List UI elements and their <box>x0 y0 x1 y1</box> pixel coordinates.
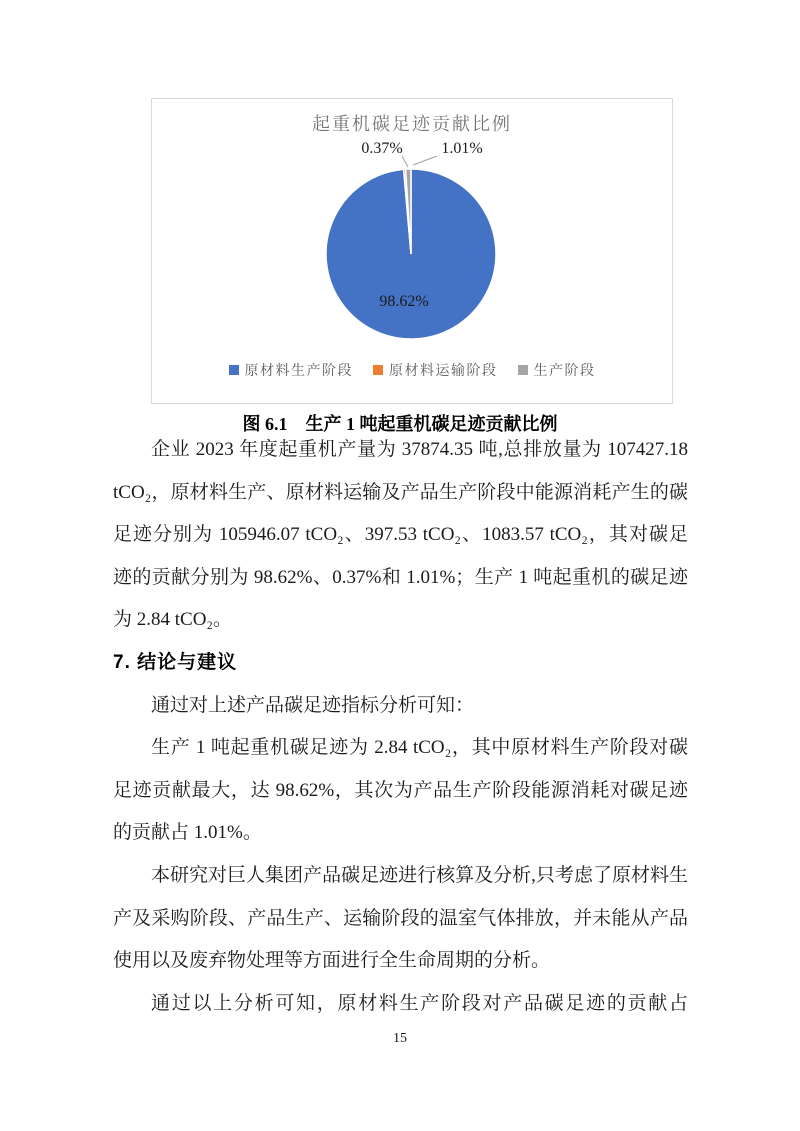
legend-swatch-orange-icon <box>373 365 383 375</box>
legend-item-production <box>518 360 596 380</box>
data-label-production: 1.01% <box>441 140 483 157</box>
legend-label: 原材料生产阶段 <box>244 364 353 379</box>
document-body <box>113 429 688 1025</box>
chart-title: 起重机碳足迹贡献比例 <box>312 114 512 134</box>
section-heading-conclusions: 7. 结论与建议 <box>113 651 238 673</box>
page-number: 15 <box>393 1031 407 1046</box>
data-label-transport: 0.37% <box>361 140 403 157</box>
legend-label: 生产阶段 <box>533 364 596 379</box>
paragraph-emissions-summary: 企业 2023 年度起重机产量为 37874.35 吨,总排放量为 107427.18 tCO₂，原材料生产、原材料运输及产品生产阶段中能源消耗产生的碳足迹分别为 105946.07 tCO₂、397.53 tCO₂、1083.57 tCO₂，其对碳足迹的贡献分别为 98.62%、0.37%和 1.01%；生产 1 吨起重机的碳足迹为 2.84 tCO₂。 <box>113 439 688 631</box>
data-label-raw-material: 98.62% <box>379 293 429 310</box>
chart-legend <box>152 360 672 380</box>
paragraph-analysis-continued: 通过以上分析可知，原材料生产阶段对产品碳足迹的贡献占 <box>151 992 688 1014</box>
legend-swatch-blue-icon <box>229 365 239 375</box>
legend-item-raw-material-transport <box>373 360 498 380</box>
legend-swatch-gray-icon <box>518 365 528 375</box>
pie-chart-figure <box>151 98 673 404</box>
paragraph-scope-limitations: 本研究对巨人集团产品碳足迹进行核算及分析,只考虑了原材料生产及采购阶段、产品生产、运输阶段的温室气体排放，并未能从产品使用以及废弃物处理等方面进行全生命周期的分析。 <box>113 864 688 972</box>
paragraph-footprint-result: 生产 1 吨起重机碳足迹为 2.84 tCO₂，其中原材料生产阶段对碳足迹贡献最大，达 98.62%，其次为产品生产阶段能源消耗对碳足迹的贡献占 1.01%。 <box>113 737 688 844</box>
legend-label: 原材料运输阶段 <box>389 364 498 379</box>
paragraph-intro: 通过对上述产品碳足迹指标分析可知： <box>151 694 475 716</box>
figure-caption: 图 6.1 生产 1 吨起重机碳足迹贡献比例 <box>242 414 558 434</box>
legend-item-raw-material-production <box>229 360 354 380</box>
